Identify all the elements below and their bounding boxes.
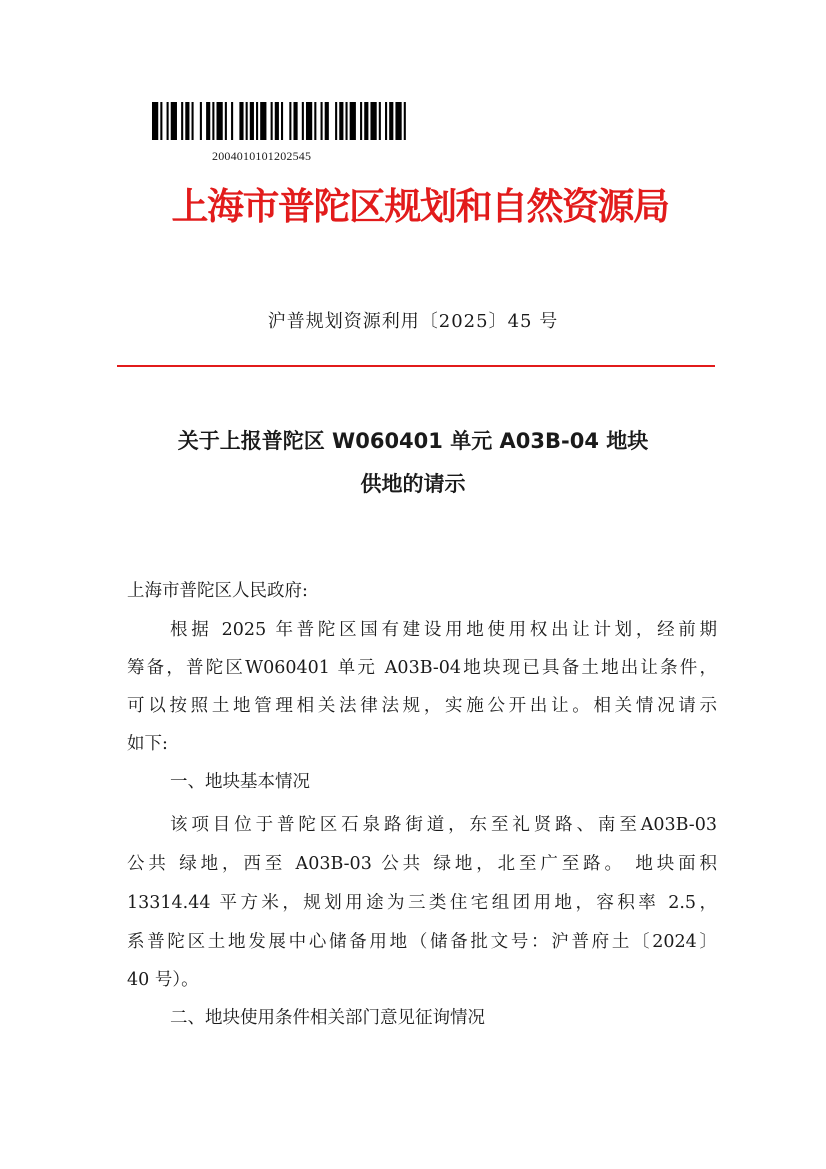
barcode-bar — [289, 102, 291, 140]
paragraph-2-line-2: 公共 绿地，西至 A03B-03 公共 绿地，北至广至路。 地块面积 — [127, 854, 717, 874]
barcode-bar — [350, 102, 356, 140]
barcode-bar — [404, 102, 406, 140]
paragraph-2-line-1: 该项目位于普陀区石泉路街道，东至礼贤路、南至A03B-03 — [170, 815, 717, 835]
barcode-bar — [281, 102, 283, 140]
barcode-bar — [325, 102, 329, 140]
barcode-bar — [314, 102, 316, 140]
barcode-bar — [360, 102, 362, 140]
barcode-bar — [171, 102, 177, 140]
barcode-bar — [206, 102, 210, 140]
paragraph-1-line-2: 筹备，普陀区W060401 单元 A03B-04地块现已具备土地出让条件， — [127, 658, 717, 678]
barcode-bar — [192, 102, 194, 140]
barcode-bar — [370, 102, 376, 140]
barcode-bar — [167, 102, 169, 140]
document-number: 沪普规划资源利用〔2025〕45 号 — [267, 311, 559, 332]
barcode-bar — [152, 102, 158, 140]
barcode-bar — [271, 102, 273, 140]
paragraph-1-line-4: 如下: — [127, 734, 168, 754]
document-title-line-1: 关于上报普陀区 W060401 单元 A03B-04 地块 — [177, 429, 649, 453]
barcode-bar — [302, 102, 304, 140]
barcode-bar — [185, 102, 189, 140]
barcode — [152, 102, 410, 140]
barcode-bar — [379, 102, 381, 140]
barcode-bar — [217, 102, 223, 140]
barcode-bar — [181, 102, 183, 140]
barcode-bar — [256, 102, 258, 140]
barcode-bar — [246, 102, 248, 140]
barcode-bar — [385, 102, 387, 140]
barcode-bar — [364, 102, 368, 140]
section-heading-1: 一、地块基本情况 — [170, 772, 310, 792]
paragraph-1-line-1: 根据 2025 年普陀区国有建设用地使用权出让计划，经前期 — [170, 620, 717, 640]
barcode-bar — [321, 102, 323, 140]
paragraph-2-line-5: 40 号）。 — [127, 970, 199, 990]
barcode-bar — [395, 102, 401, 140]
paragraph-1-line-3: 可以按照土地管理相关法律法规，实施公开出让。相关情况请示 — [127, 696, 717, 716]
barcode-bar — [275, 102, 279, 140]
section-heading-2: 二、地块使用条件相关部门意见征询情况 — [170, 1008, 485, 1028]
paragraph-2-line-3: 13314.44 平方米，规划用途为三类住宅组团用地，容积率 2.5， — [127, 893, 717, 913]
document-title-line-2: 供地的请示 — [360, 472, 466, 496]
barcode-bar — [160, 102, 162, 140]
barcode-bar — [225, 102, 227, 140]
barcode-bar — [231, 102, 233, 140]
barcode-bar — [200, 102, 202, 140]
barcode-bar — [389, 102, 393, 140]
barcode-bar — [339, 102, 343, 140]
barcode-bar — [335, 102, 337, 140]
barcode-bar — [260, 102, 266, 140]
barcode-bar — [250, 102, 254, 140]
paragraph-2-line-4: 系普陀区土地发展中心储备用地（储备批文号：沪普府土〔2024〕 — [127, 932, 717, 952]
red-divider — [117, 365, 715, 367]
salutation: 上海市普陀区人民政府: — [127, 581, 308, 601]
agency-title: 上海市普陀区规划和自然资源局 — [171, 184, 669, 228]
barcode-bar — [346, 102, 348, 140]
barcode-bar — [293, 102, 297, 140]
barcode-number: 2004010101202545 — [212, 149, 312, 163]
barcode-bar — [239, 102, 243, 140]
barcode-bar — [212, 102, 214, 140]
barcode-bar — [306, 102, 312, 140]
